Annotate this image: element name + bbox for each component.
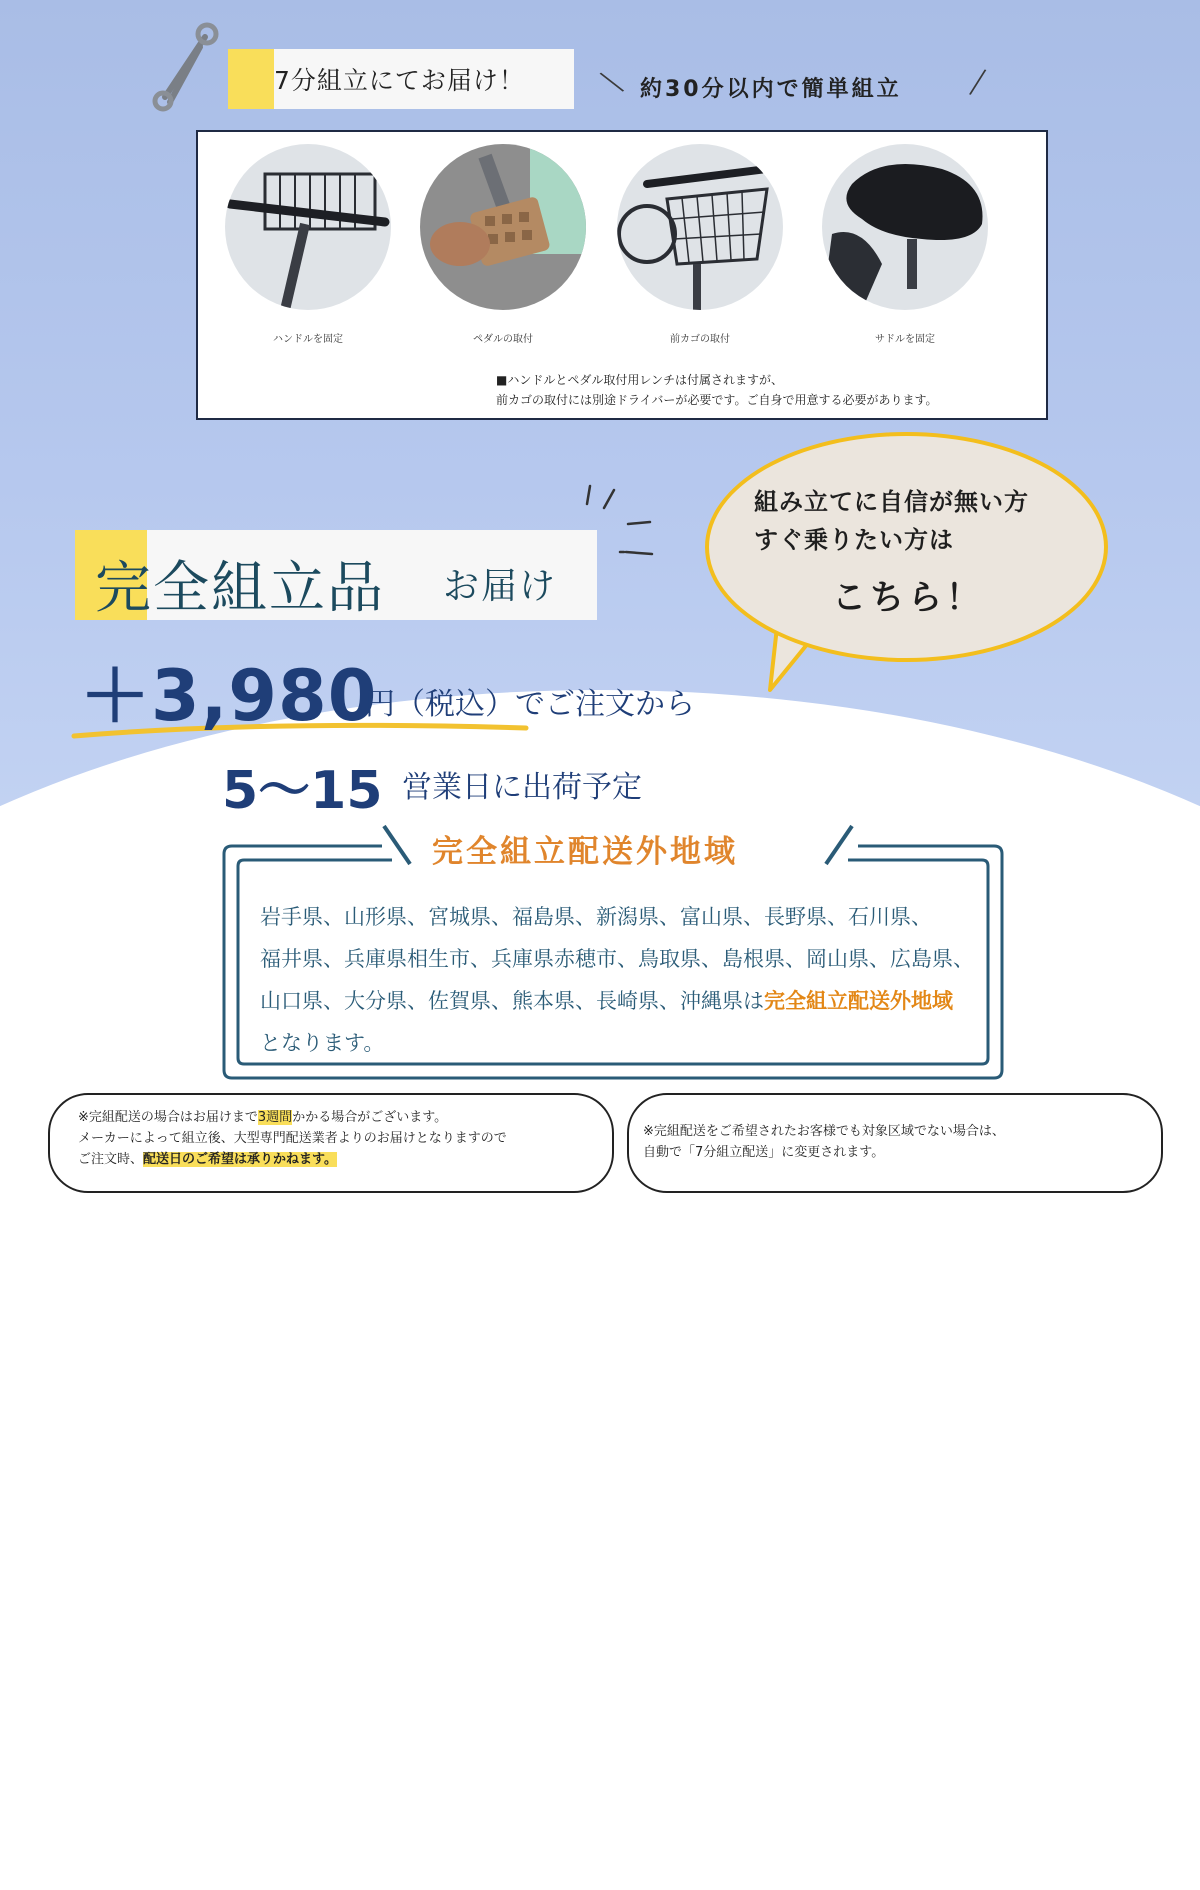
area-change-note — [627, 1093, 1163, 1193]
tag-yellow-accent — [228, 49, 274, 109]
step-saddle — [815, 144, 995, 345]
note-left-line-3 — [78, 1149, 507, 1170]
region-line-3-prefix: 山口県、大分県、佐賀県、熊本県、長崎県、沖縄県は — [260, 989, 764, 1013]
pedal-icon — [420, 144, 586, 310]
bubble-call-to-action[interactable]: こちら！ — [832, 578, 984, 618]
tool-note — [496, 370, 937, 410]
step-handle-image — [225, 144, 391, 310]
seven-minute-assembly-tag — [228, 49, 574, 109]
wrench-icon — [150, 22, 220, 112]
tag-label: 7分組立にてお届け！ — [274, 66, 525, 95]
note-left-3a: ご注文時、 — [78, 1152, 144, 1167]
step-pedal-caption: ペダルの取付 — [473, 334, 533, 345]
step-front-basket — [610, 144, 790, 345]
step-handle-caption: ハンドルを固定 — [273, 334, 343, 345]
left-slash-mark: \ — [595, 62, 628, 102]
delivery-time-note — [48, 1093, 614, 1193]
complete-assembly-tag — [75, 530, 597, 620]
shipping-days: 5〜15 — [222, 761, 383, 821]
complete-assembly-title: 完全組立品 — [95, 556, 385, 621]
price-description: 円（税込）でご注文から — [365, 687, 695, 722]
bubble-line-1: 組み立てに自信が無い方 — [754, 488, 1029, 516]
extra-price: ＋3,980 — [80, 655, 378, 737]
step-pedal — [413, 144, 593, 345]
note-left-1b: 3週間 — [257, 1110, 293, 1125]
region-line-2: 福井県、兵庫県相生市、兵庫県赤穂市、鳥取県、島根県、岡山県、広島県、 — [260, 947, 974, 971]
note-right-line-1: ※完組配送をご希望されたお客様でも対象区域でない場合は、 — [643, 1124, 1005, 1139]
region-list — [260, 896, 990, 1064]
region-line-3 — [260, 980, 990, 1022]
tool-note-line-2: 前カゴの取付には別途ドライバーが必要です。ご自身で用意する必要があります。 — [496, 393, 938, 407]
note-left-1c: かかる場合がございます。 — [292, 1110, 448, 1125]
region-line-4: となります。 — [260, 1031, 385, 1055]
step-saddle-caption: サドルを固定 — [875, 334, 935, 345]
front-basket-icon — [617, 144, 783, 310]
region-line-3-highlight: 完全組立配送外地域 — [764, 989, 953, 1013]
region-title: 完全組立配送外地域 — [432, 834, 738, 870]
assembly-steps-card — [196, 130, 1048, 420]
saddle-icon — [822, 144, 988, 310]
note-left-1a: ※完組配送の場合はお届けまで — [78, 1110, 258, 1125]
step-handle — [218, 144, 398, 345]
complete-assembly-suffix: お届け — [443, 566, 558, 607]
note-left-line-1 — [78, 1107, 507, 1128]
step-front-basket-image — [617, 144, 783, 310]
note-left-3b: 配送日のご希望は承りかねます。 — [143, 1152, 337, 1167]
right-slash-mark: / — [967, 61, 989, 103]
step-saddle-image — [822, 144, 988, 310]
basket-handle-icon — [225, 144, 391, 310]
note-left-line-2: メーカーによって組立後、大型専門配送業者よりのお届けとなりますので — [78, 1131, 507, 1146]
shipping-description: 営業日に出荷予定 — [402, 770, 642, 805]
speech-bubble-tail-cover — [768, 600, 838, 640]
note-right-line-2: 自動で「7分組立配送」に変更されます。 — [643, 1145, 885, 1160]
tool-note-line-1: ■ハンドルとペダル取付用レンチは付属されますが、 — [496, 373, 784, 387]
region-line-1: 岩手県、山形県、宮城県、福島県、新潟県、富山県、長野県、石川県、 — [260, 905, 932, 929]
easy-assembly-label: 約30分以内で簡単組立 — [640, 77, 902, 102]
step-pedal-image — [420, 144, 586, 310]
step-front-basket-caption: 前カゴの取付 — [670, 334, 730, 345]
bubble-line-2: すぐ乗りたい方は — [754, 526, 954, 554]
